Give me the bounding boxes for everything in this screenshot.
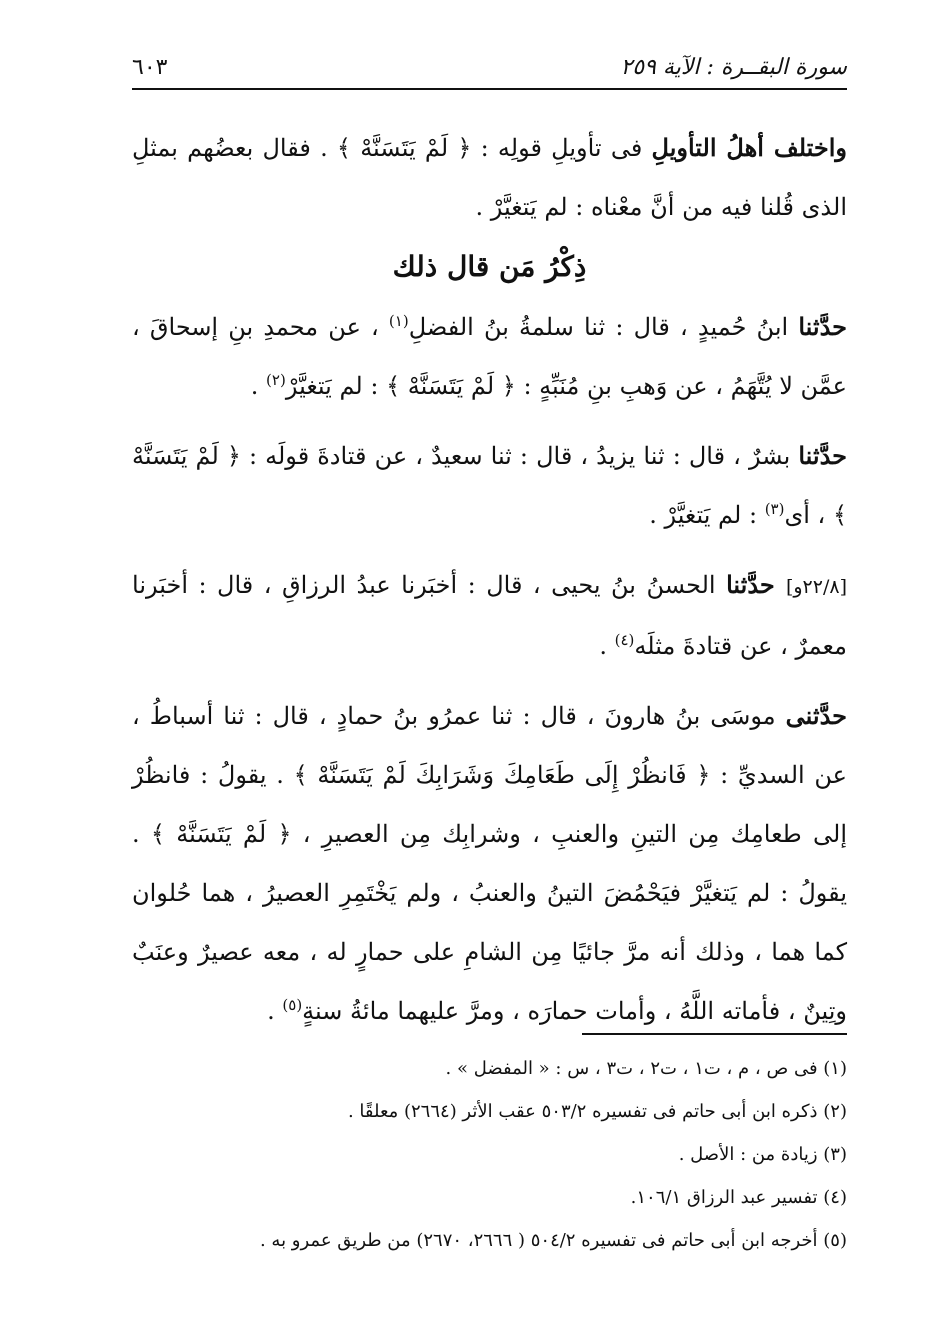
paragraph-text: : لم يَتغيَّرْ . [649, 501, 765, 529]
footnote-3: (٣) زيادة من : الأصل . [678, 1144, 847, 1165]
footnote-ref-3[interactable]: (٣) [764, 500, 785, 518]
paragraph-text: : لم يَتغيَّرْ [285, 372, 387, 400]
footnote-5: (٥) أخرجه ابن أبى حاتم فى تفسيره ٥٠٤/٢ ( ٢٦٦٦، ٢٦٧٠) من طريق عمرو به . [259, 1230, 847, 1251]
footnote-divider [582, 1033, 847, 1035]
paragraph-3 [132, 426, 847, 545]
paragraph-lead: حدَّثنا [726, 570, 786, 599]
footnote-4: (٤) تفسير عبد الرزاق ١٠٦/١. [630, 1187, 847, 1208]
footnotes [132, 1033, 847, 1262]
main-text [132, 118, 847, 1041]
paragraph-text: ، أى [784, 501, 833, 529]
quran-quote: ﴿ لَمْ يَتَسَنَّهْ ﴾ [132, 442, 847, 529]
footnote-ref-4[interactable]: (٤) [614, 631, 635, 649]
paragraph-text: موسَى بنُ هارونَ ، قال : ثنا عمرُو بنُ حمادٍ ، قال : ثنا أسباطُ ، عن السديِّ : [132, 702, 847, 789]
paragraph-text: . يقولُ : فانظُرْ إلى طعامِك مِن التينِ والعنبِ ، وشرابِك مِن العصيرِ ، [132, 761, 847, 848]
paragraph-text: ابنُ حُميدٍ ، قال : ثنا سلمةُ بنُ الفضلِ [408, 313, 799, 341]
footnote-1: (١) فى ص ، م ، ت١ ، ت٢ ، ت٣ ، س : « المفضل » . [445, 1058, 847, 1079]
paragraph-2 [132, 297, 847, 416]
page-header [132, 46, 847, 90]
paragraph-text: فى تأويلِ قولِه : [471, 134, 652, 162]
paragraph-1 [132, 118, 847, 237]
footnote-ref-5[interactable]: (٥) [282, 996, 303, 1014]
paragraph-text: بشرٌ ، قال : ثنا يزيدُ ، قال : ثنا سعيدٌ ، عن قتادةَ قولَه : [240, 442, 799, 470]
quran-quote: ﴿ فَانظُرْ إِلَى طَعَامِكَ وَشَرَابِكَ لَمْ يَتَسَنَّهْ ﴾ [293, 761, 711, 789]
quran-quote: ﴿ لَمْ يَتَسَنَّهْ ﴾ [386, 372, 516, 400]
paragraph-text: . يقولُ : لم يَتغيَّرْ فيَحْمُضَ التينُ والعنبُ ، ولم يَخْتَمِرِ العصيرُ ، هما حُلوان كما هما ، وذلك أنه مرَّ جائيًا مِن الشامِ على حمارٍ له ، معه عصيرٌ وعنَبٌ وتِينٌ ، فأماته اللَّهُ ، وأمات حمارَه ، ومرَّ عليهما مائةُ سنةٍ [132, 820, 847, 1025]
volume-marker: [٢٢/٨و] [785, 576, 847, 598]
paragraph-lead: واختلف أهلُ التأويلِ [651, 133, 847, 162]
footnote-ref-2[interactable]: (٢) [266, 371, 286, 389]
paragraph-text: . [250, 372, 267, 400]
footnote-ref-1[interactable]: (١) [388, 312, 409, 330]
paragraph-lead: حدَّثنا [798, 312, 847, 341]
paragraph-text: ، عن محمدِ بنِ إسحاقَ ، عمَّن لا يُتَّهَمُ ، عن وَهبِ بنِ مُنَبِّهٍ : [132, 313, 847, 400]
paragraph-lead: حدَّثنا [798, 441, 848, 470]
paragraph-text: الحسنُ بنُ يحيى ، قال : أخبَرنا عبدُ الرزاقِ ، قال : أخبَرنا معمرٌ ، عن قتادةَ مثلَه [132, 571, 847, 660]
quran-quote: ﴿ لَمْ يَتَسَنَّهْ ﴾ [150, 820, 292, 848]
paragraph-5 [132, 686, 847, 1041]
quran-quote: ﴿ لَمْ يَتَسَنَّهْ ﴾ [336, 134, 472, 162]
page-number: ٦٠٣ [132, 54, 168, 80]
footnote-2: (٢) ذكره ابن أبى حاتم فى تفسيره ٥٠٣/٢ عقب الأثر (٢٦٦٤) معلقًا . [347, 1101, 847, 1122]
paragraph-lead: حدَّثنى [785, 701, 847, 730]
paragraph-text: . [599, 632, 615, 660]
paragraph-text: . [267, 997, 283, 1025]
paragraph-text: . فقال بعضُهم بمثلِ الذى قُلنا فيه من أنَّ معْناه : لم يَتغيَّرْ . [132, 134, 847, 221]
running-title: سورة البقــرة : الآية ٢٥٩ [620, 54, 847, 80]
section-heading: ذِكْرُ مَن قال ذلك [392, 250, 587, 283]
paragraph-4 [132, 555, 847, 676]
